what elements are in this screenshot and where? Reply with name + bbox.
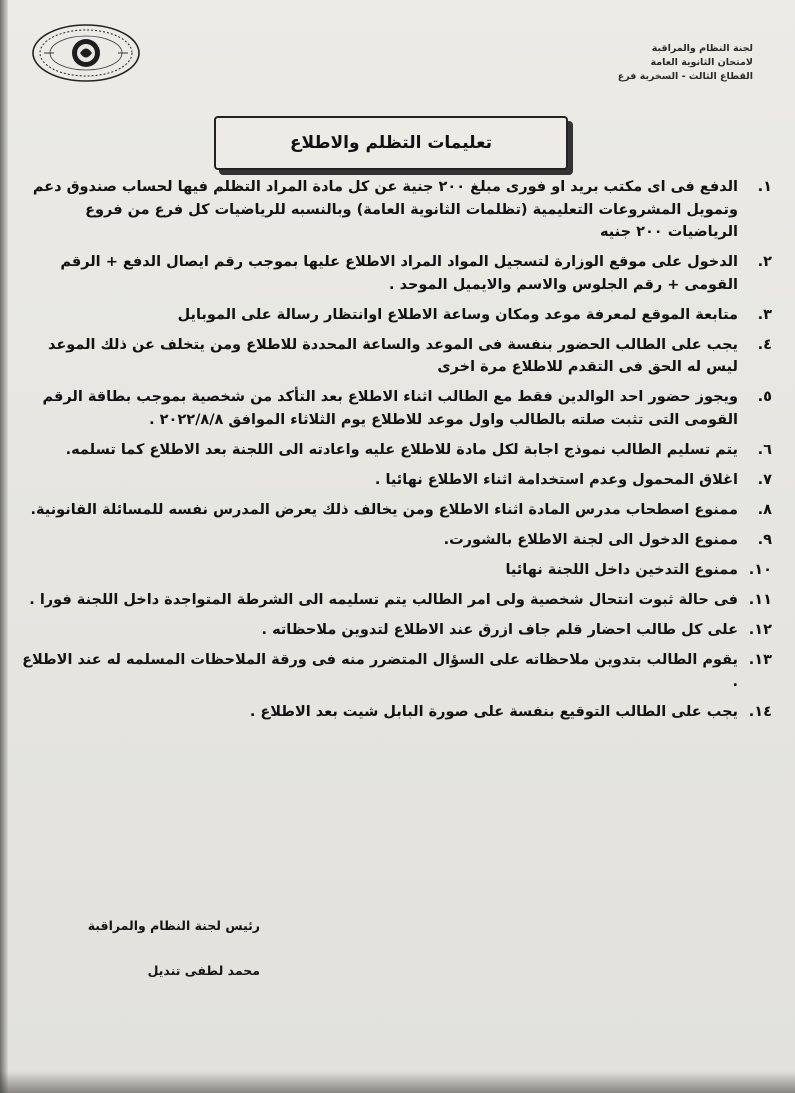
header-line-committee: لجنة النظام والمراقبة [651,43,753,54]
item-text: الدفع فى اى مكتب بريد او فورى مبلغ ٢٠٠ جنية عن كل مادة المراد التظلم فيها لحساب صندوق دعم وتمويل المشروعات التعليمية (تظلمات الثانوية العامة) وبالنسبه للرياضيات كل فرع من فروع الرياضيات ٢٠٠ جنيه [32,179,738,240]
item-number: ٦. [757,441,772,458]
instructions-list [14,176,772,731]
list-item [14,439,772,462]
item-text: ويجوز حضور احد الوالدين فقط مع الطالب اثناء الاطلاع بعد التأكد من شخصية بموجب بطاقة الرقم القومى التى تثبت صلته بالطالب واول موعد للاطلاع يوم الثلاثاء الموافق ٢٠٢٢/٨/٨ . [42,389,738,428]
list-item [14,529,772,552]
list-item [14,559,772,582]
list-item [14,499,772,522]
item-number: ١٣. [748,651,772,668]
list-item [14,619,772,642]
item-text: يجب على الطالب التوقيع بنفسة على صورة البابل شيت بعد الاطلاع . [249,704,738,720]
item-text: متابعة الموقع لمعرفة موعد ومكان وساعة الاطلاع اوانتظار رسالة على الموبايل [177,306,738,323]
item-number: ١. [757,179,772,195]
header-line-sector: القطاع الثالث - السخرية فرع [617,71,753,82]
item-number: ٢. [757,254,772,270]
signatory-name: محمد لطفى تنديل [147,963,260,978]
item-text: اغلاق المحمول وعدم استخدامة اثناء الاطلاع نهائيا . [374,471,738,488]
item-text: على كل طالب احضار قلم جاف ازرق عند الاطلاع لتدوين ملاحظاته . [261,621,738,638]
item-number: ٤. [757,336,772,353]
list-item [14,589,772,612]
item-number: ١٤. [748,704,772,720]
list-item [14,251,772,296]
item-number: ١٠. [748,561,772,578]
list-item [14,649,772,694]
list-item [14,386,772,431]
signature-block [60,918,260,978]
list-item [14,334,772,379]
item-number: ٧. [757,471,772,488]
item-text: ممنوع اصطحاب مدرس المادة اثناء الاطلاع ومن يخالف ذلك يعرض المدرس نفسه للمسائلة القانونية. [30,501,738,518]
signatory-role: رئيس لجنة النظام والمراقبة [87,918,260,933]
page-title: تعليمات التظلم والاطلاع [289,133,493,153]
item-number: ٩. [757,531,772,548]
item-text: فى حالة ثبوت انتحال شخصية ولى امر الطالب يتم تسليمه الى الشرطة المتواجدة داخل اللجنة فورا . [29,591,738,608]
item-text: ممنوع الدخول الى لجنة الاطلاع بالشورت. [443,531,738,548]
item-text: يجب على الطالب الحضور بنفسة فى الموعد والساعة المحددة للاطلاع ومن يتخلف عن ذلك الموعد ليس له الحق فى التقدم للاطلاع مرة اخرى [47,336,738,375]
list-item [14,701,772,724]
item-number: ١٢. [748,621,772,638]
item-number: ١١. [748,591,772,608]
list-item [14,304,772,327]
header-line-exam: لامتحان الثانوية العامة [650,57,753,68]
item-text: يقوم الطالب بتدوين ملاحظاته على السؤال المتضرر منه فى ورقة الملاحظات المسلمه له عند الاطلاع . [22,651,738,690]
item-text: ممنوع التدخين داخل اللجنة نهائيا [505,561,738,578]
title-box [214,116,568,170]
ministry-logo [30,22,142,84]
item-number: ٥. [757,389,772,405]
item-text: يتم تسليم الطالب نموذج اجابة لكل مادة للاطلاع عليه واعادته الى اللجنة بعد الاطلاع كما تسلمه. [65,441,738,458]
item-number: ٣. [757,306,772,323]
list-item [14,176,772,244]
header-block [553,42,753,84]
item-text: الدخول على موقع الوزارة لتسجيل المواد المراد الاطلاع عليها بموجب رقم ايصال الدفع + الرقم القومى + رقم الجلوس والاسم والايميل الموحد . [60,254,738,293]
item-number: ٨. [757,501,772,518]
list-item [14,469,772,492]
